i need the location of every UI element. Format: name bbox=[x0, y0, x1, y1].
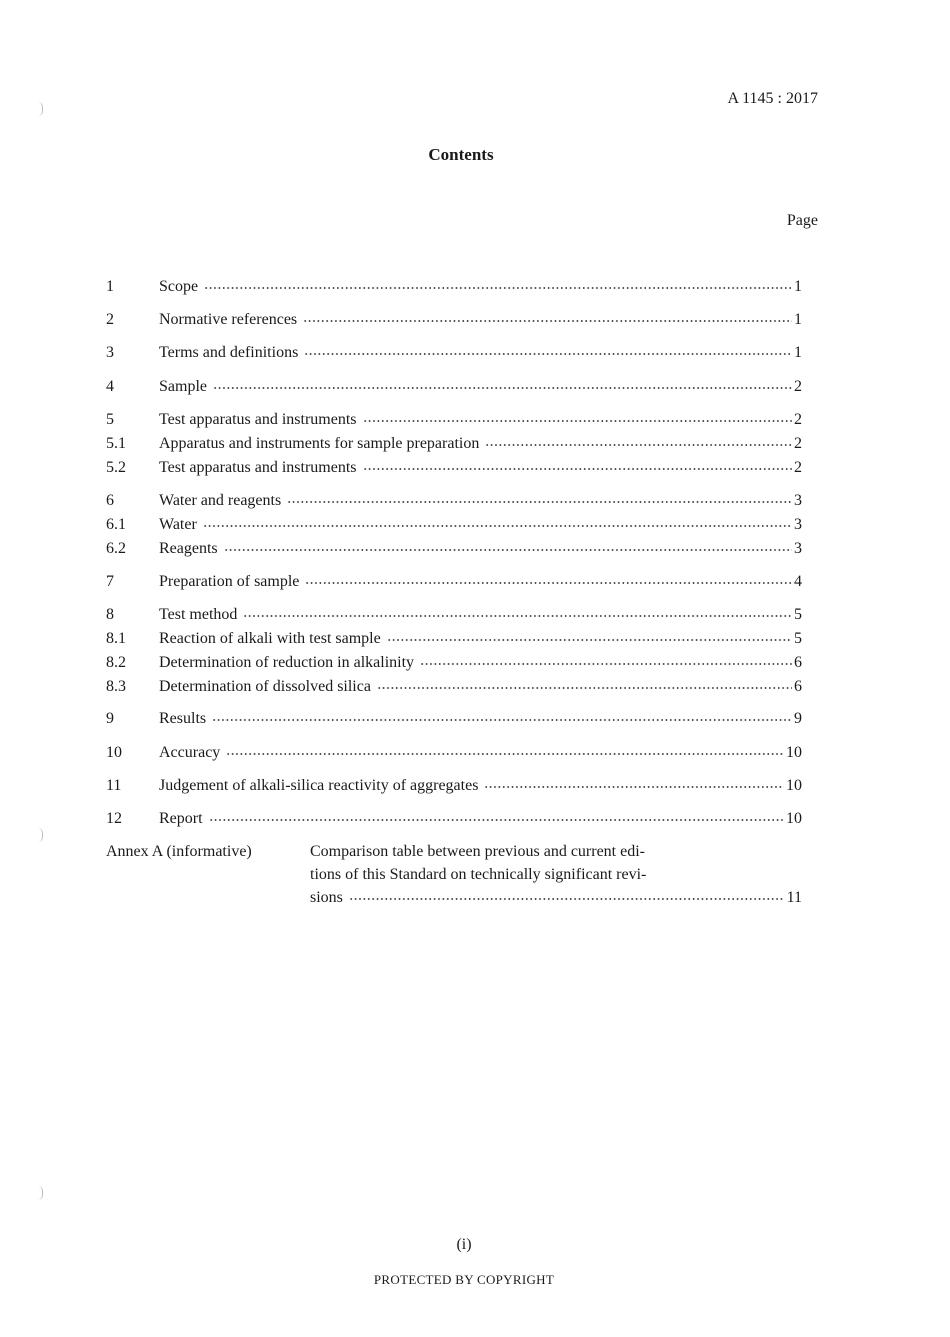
scan-margin-mark bbox=[38, 828, 43, 842]
toc-entry[interactable] bbox=[106, 309, 802, 331]
dot-leader bbox=[209, 818, 784, 822]
dot-leader bbox=[305, 581, 792, 585]
toc-entry-page: 1 bbox=[794, 278, 802, 295]
toc-entry[interactable] bbox=[106, 775, 802, 797]
toc-entry-title: Reaction of alkali with test sample bbox=[159, 630, 381, 647]
toc-entry-page: 1 bbox=[794, 311, 802, 328]
toc-entry-page: 10 bbox=[786, 810, 802, 827]
toc-entry-page: 6 bbox=[794, 678, 802, 695]
annex-title-line: sions bbox=[310, 889, 343, 906]
toc-entry-title: Judgement of alkali-silica reactivity of aggregates bbox=[159, 777, 479, 794]
toc-entry-page: 2 bbox=[794, 459, 802, 476]
toc-entry-title: Terms and definitions bbox=[159, 344, 299, 361]
dot-leader bbox=[204, 286, 792, 290]
toc-entry-number: 6.2 bbox=[106, 540, 126, 557]
toc-entry-page: 10 bbox=[786, 744, 802, 761]
toc-entry-number: 5.1 bbox=[106, 435, 126, 452]
dot-leader bbox=[363, 467, 793, 471]
toc-entry-title: Scope bbox=[159, 278, 199, 295]
toc-entry[interactable] bbox=[106, 628, 802, 650]
toc-entry[interactable] bbox=[106, 409, 802, 431]
toc-entry-number: 8.3 bbox=[106, 678, 126, 695]
dot-leader bbox=[377, 686, 792, 690]
page-column-label: Page bbox=[786, 212, 818, 229]
toc-entry-page: 1 bbox=[794, 344, 802, 361]
toc-entry-title: Test method bbox=[159, 606, 238, 623]
toc-entry[interactable] bbox=[106, 276, 802, 298]
toc-entry-number: 8.1 bbox=[106, 630, 126, 647]
toc-entry-title: Accuracy bbox=[159, 744, 221, 761]
dot-leader bbox=[304, 352, 792, 356]
dot-leader bbox=[224, 548, 792, 552]
toc-entry-page: 2 bbox=[794, 378, 802, 395]
toc-entry-number: 10 bbox=[106, 744, 122, 761]
toc-entry-title: Results bbox=[159, 710, 207, 727]
dot-leader bbox=[243, 614, 792, 618]
toc-entry[interactable] bbox=[106, 708, 802, 730]
annex-label: Annex A (informative) bbox=[106, 843, 252, 860]
dot-leader bbox=[213, 386, 792, 390]
annex-title-line: tions of this Standard on technically significant revi- bbox=[310, 866, 647, 883]
scan-margin-mark bbox=[38, 1186, 43, 1200]
toc-entry-number: 12 bbox=[106, 810, 122, 827]
dot-leader bbox=[287, 500, 792, 504]
toc-entry[interactable] bbox=[106, 808, 802, 830]
dot-leader bbox=[303, 319, 792, 323]
toc-entry-title: Determination of dissolved silica bbox=[159, 678, 371, 695]
toc-entry[interactable] bbox=[106, 376, 802, 398]
annex-title-line: Comparison table between previous and current edi- bbox=[310, 843, 645, 860]
dot-leader bbox=[203, 524, 792, 528]
toc-entry-number: 8 bbox=[106, 606, 114, 623]
toc-entry[interactable] bbox=[106, 457, 802, 479]
toc-entry-page: 3 bbox=[794, 540, 802, 557]
dot-leader bbox=[349, 897, 785, 901]
toc-entry-page: 3 bbox=[794, 516, 802, 533]
toc-entry[interactable] bbox=[106, 604, 802, 626]
toc-entry-page: 2 bbox=[794, 435, 802, 452]
toc-entry-page: 3 bbox=[794, 492, 802, 509]
toc-entry-title: Water and reagents bbox=[159, 492, 282, 509]
toc-entry-page: 5 bbox=[794, 606, 802, 623]
toc-entry-number: 6 bbox=[106, 492, 114, 509]
toc-entry-number: 9 bbox=[106, 710, 114, 727]
toc-entry[interactable] bbox=[106, 342, 802, 364]
toc-entry-number: 11 bbox=[106, 777, 122, 794]
toc-entry-number: 2 bbox=[106, 311, 114, 328]
toc-entry-number: 5.2 bbox=[106, 459, 126, 476]
toc-entry[interactable] bbox=[106, 433, 802, 455]
toc-entry-number: 5 bbox=[106, 411, 114, 428]
toc-entry-title: Preparation of sample bbox=[159, 573, 300, 590]
toc-entry-number: 8.2 bbox=[106, 654, 126, 671]
toc-entry[interactable] bbox=[106, 652, 802, 674]
toc-entry-title: Test apparatus and instruments bbox=[159, 459, 357, 476]
copyright-notice: PROTECTED BY COPYRIGHT bbox=[373, 1272, 555, 1287]
toc-entry[interactable] bbox=[106, 676, 802, 698]
toc-entry[interactable] bbox=[106, 538, 802, 560]
dot-leader bbox=[226, 752, 784, 756]
toc-entry-title: Determination of reduction in alkalinity bbox=[159, 654, 415, 671]
toc-entry-title: Reagents bbox=[159, 540, 218, 557]
page-folio: (i) bbox=[456, 1236, 472, 1253]
toc-entry-title: Report bbox=[159, 810, 203, 827]
page-title: Contents bbox=[428, 145, 494, 164]
dot-leader bbox=[387, 638, 792, 642]
toc-entry-title: Sample bbox=[159, 378, 207, 395]
toc-entry[interactable] bbox=[106, 571, 802, 593]
toc-entry-page: 2 bbox=[794, 411, 802, 428]
toc-entry-number: 3 bbox=[106, 344, 114, 361]
dot-leader bbox=[485, 443, 792, 447]
toc-entry-title: Normative references bbox=[159, 311, 298, 328]
toc-entry-number: 1 bbox=[106, 278, 114, 295]
standard-number: A 1145 : 2017 bbox=[727, 90, 818, 107]
toc-entry[interactable] bbox=[106, 742, 802, 764]
toc-entry[interactable] bbox=[106, 514, 802, 536]
toc-entry-page: 4 bbox=[794, 573, 802, 590]
toc-entry-number: 6.1 bbox=[106, 516, 126, 533]
annex-last-line bbox=[310, 886, 802, 909]
dot-leader bbox=[363, 419, 793, 423]
toc-entry-page: 10 bbox=[786, 777, 802, 794]
toc-entry-page: 5 bbox=[794, 630, 802, 647]
toc-entry-number: 4 bbox=[106, 378, 114, 395]
toc-entry-page: 9 bbox=[794, 710, 802, 727]
annex-page: 11 bbox=[786, 889, 802, 906]
toc-entry[interactable] bbox=[106, 490, 802, 512]
dot-leader bbox=[484, 785, 784, 789]
toc-entry-title: Test apparatus and instruments bbox=[159, 411, 357, 428]
toc-entry-number: 7 bbox=[106, 573, 114, 590]
toc-entry-title: Water bbox=[159, 516, 197, 533]
scan-margin-mark bbox=[38, 102, 43, 116]
dot-leader bbox=[420, 662, 792, 666]
dot-leader bbox=[212, 718, 792, 722]
toc-entry-title: Apparatus and instruments for sample preparation bbox=[159, 435, 480, 452]
toc-entry-page: 6 bbox=[794, 654, 802, 671]
